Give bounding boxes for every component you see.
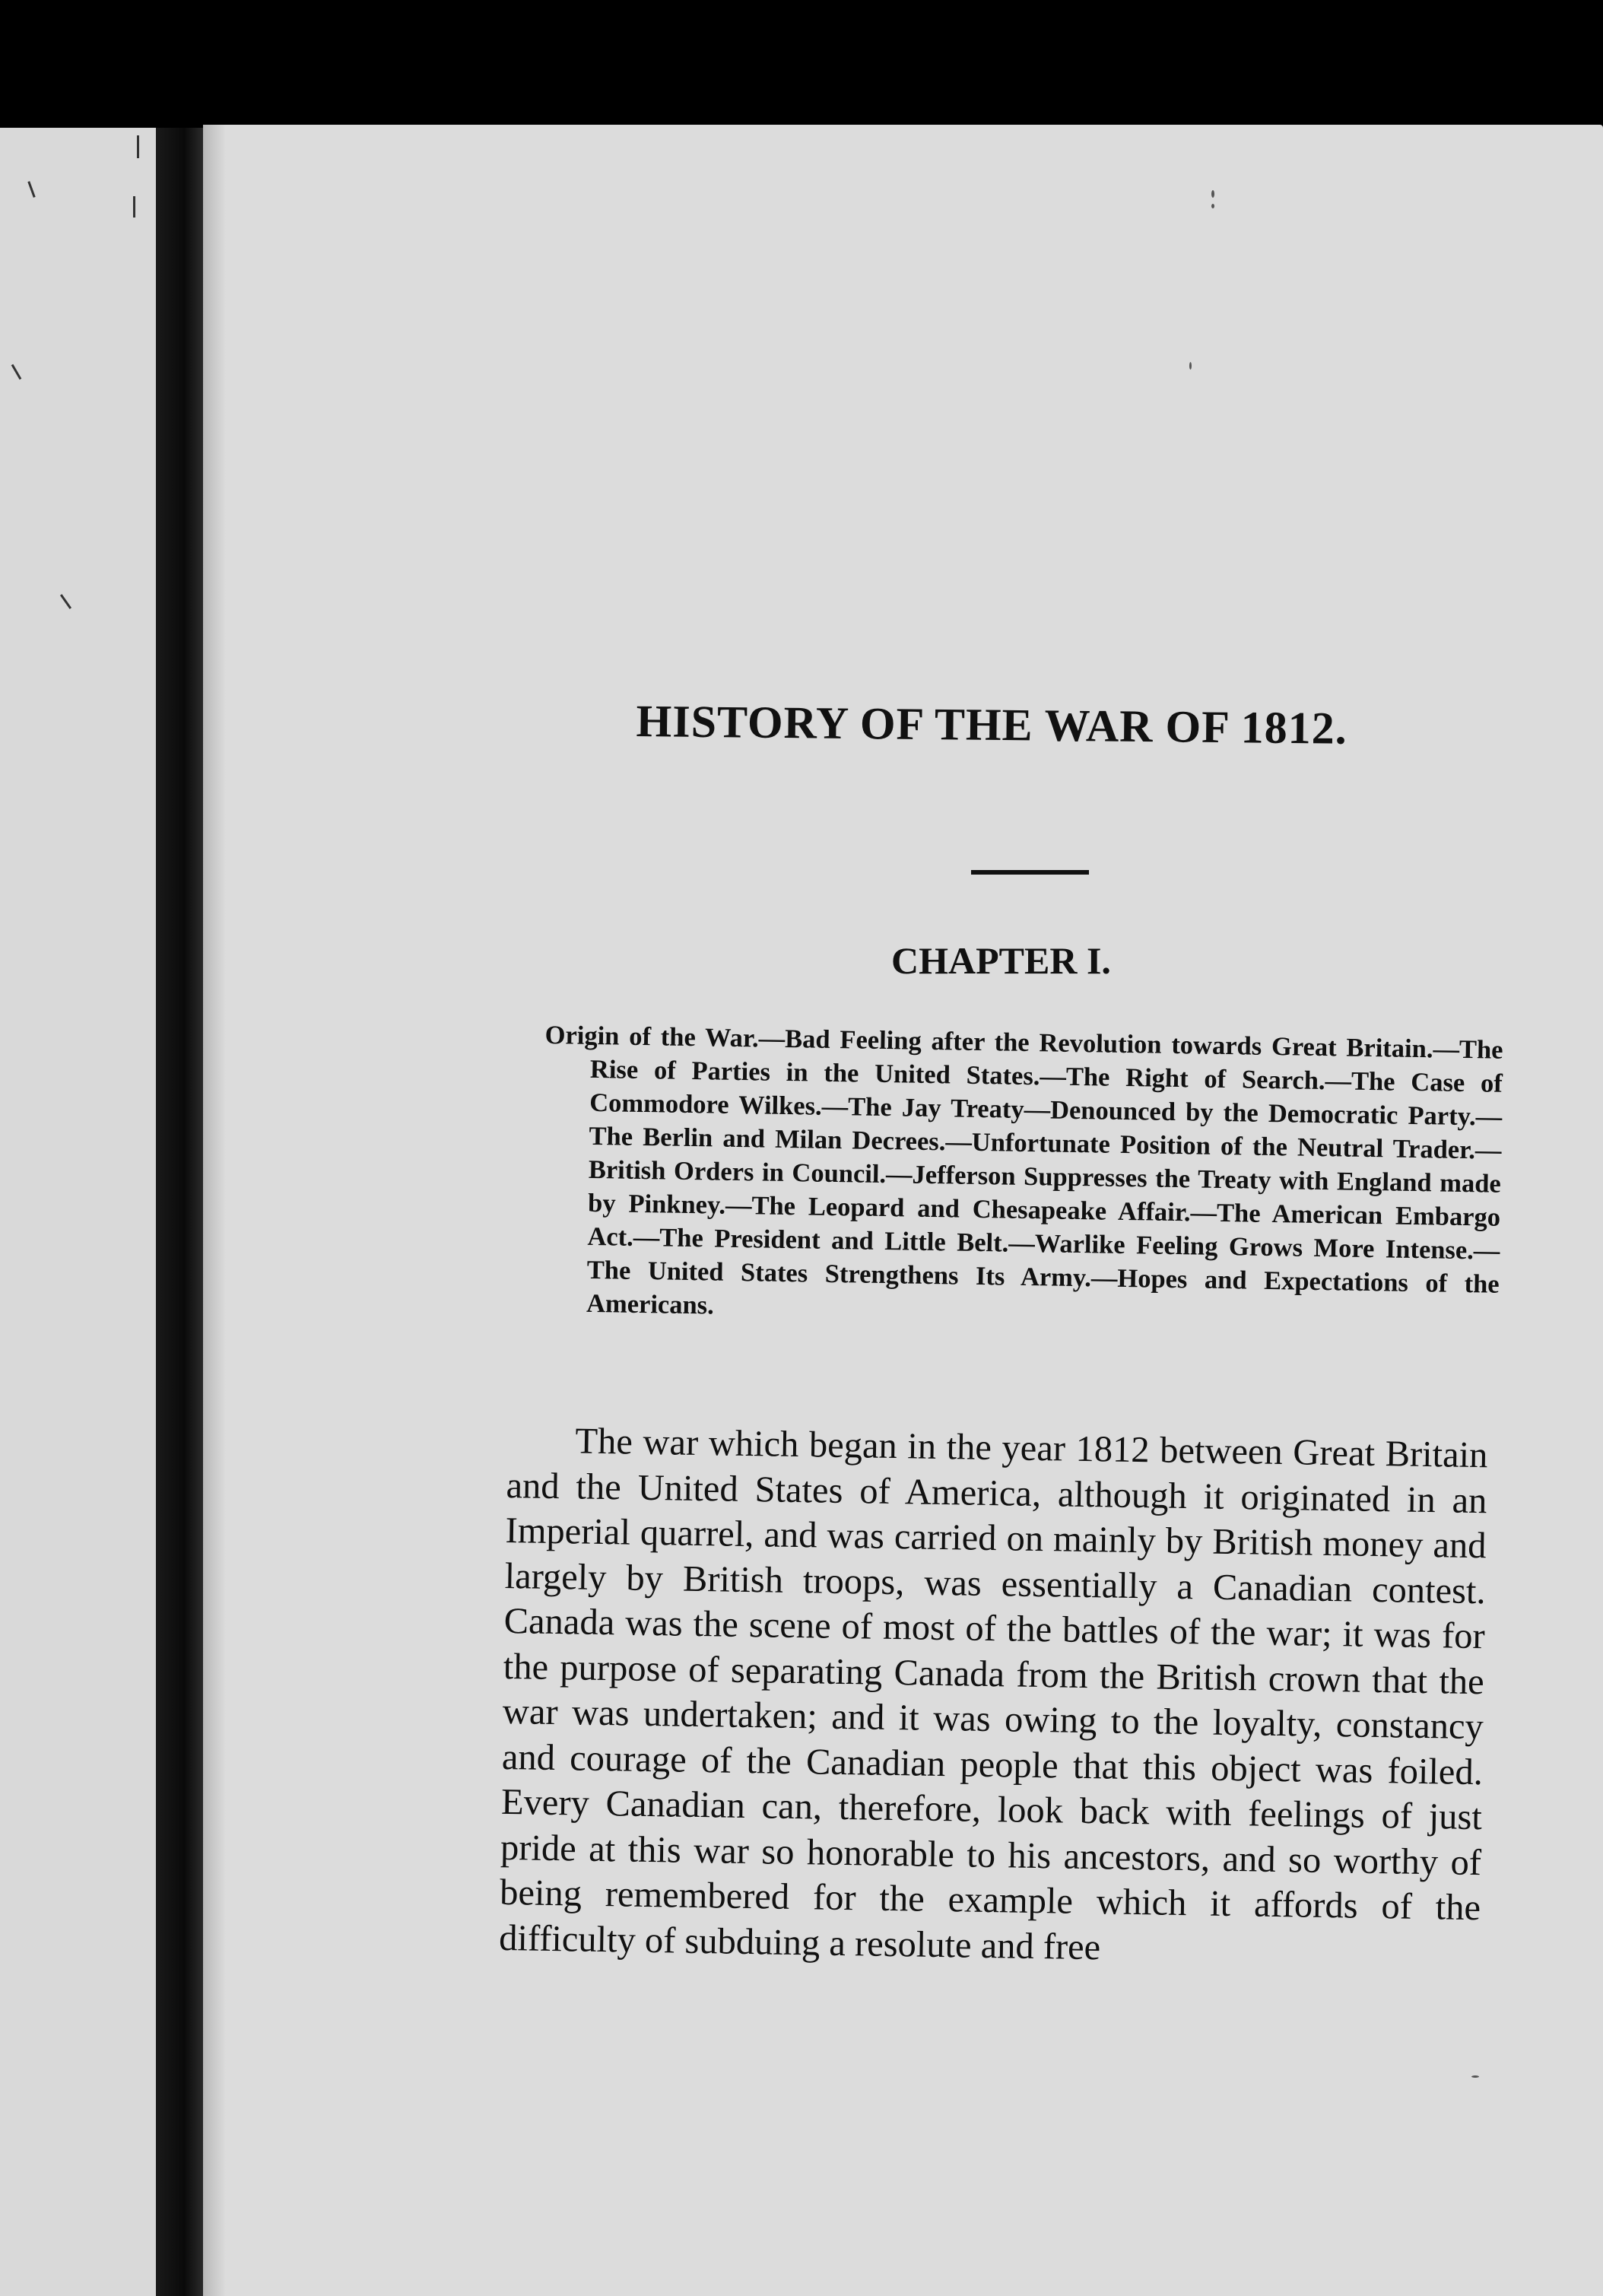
book-title: HISTORY OF THE WAR OF 1812. [636,695,1348,754]
page-speck [60,594,71,609]
chapter-heading: CHAPTER I. [891,939,1111,982]
page-speck [137,135,139,158]
title-rule [971,870,1089,875]
page-speck [1211,190,1214,198]
facing-page-edge [0,128,156,2296]
chapter-summary [541,1018,1503,1335]
page-speck [1211,204,1214,208]
page-speck [11,364,22,380]
page-speck [133,196,135,218]
page-speck [1189,362,1192,370]
book-gutter [156,128,203,2296]
page-speck [1471,2075,1479,2078]
body-paragraph: The war which began in the year 1812 between Great Britain and the United States of America, although it originated in an Imperial quarrel, and was carried on mainly by British money and largely by British troops, was essentially a Canadian contest. Canada was the scene of most of the battles of the war; it was for the purpose of separating Canada from the British crown that the war was undertaken; and it was owing to the loyalty, constancy and courage of the Canadian people that this object was foiled. Every Canadian can, therefore, look back with feelings of just pride at this war so honorable to his ancestors, and so worthy of being remembered for the example which it affords of the difficulty of subduing a resolute and free [498,1421,1488,1967]
page-speck [27,181,35,198]
chapter-summary-text: Origin of the War.—Bad Feeling after the Revolution towards Great Britain.—The Rise of Parties in the United States.—The Right of Search.—The Case of Commodore Wilkes.—The Jay Treaty—Denounced by the Democratic Party.—The Berlin and Milan Decrees.—Unfortunate Position of the Neutral Trader.—British Orders in Council.—Jefferson Suppresses the Treaty with England made by Pinkney.—The Leopard and Chesapeake Affair.—The American Embargo Act.—The President and Little Belt.—Warlike Feeling Grows More Intense.—The United States Strengthens Its Army.—Hopes and Expectations of the Americans. [544,1020,1503,1320]
book-page [203,125,1603,2296]
